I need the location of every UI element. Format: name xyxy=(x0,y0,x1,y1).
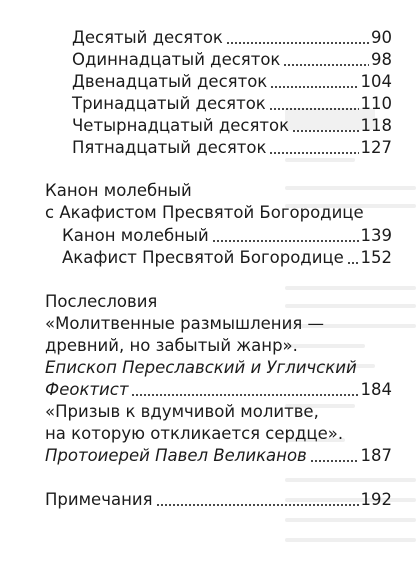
toc-entry xyxy=(72,27,392,49)
dot-leader xyxy=(269,151,358,155)
dot-leader xyxy=(310,459,359,463)
toc-entry-page: 98 xyxy=(371,50,392,69)
toc-entry-page: 152 xyxy=(360,248,392,267)
afterword-author: Протоиерей Павел Великанов xyxy=(45,446,307,465)
toc-entry-title: Тринадцатый десяток xyxy=(72,94,266,113)
toc-entry xyxy=(72,93,392,115)
toc-entry xyxy=(72,71,392,93)
dot-leader xyxy=(131,393,358,397)
toc-entry-title: Примечания xyxy=(45,490,153,509)
toc-entry-page: 127 xyxy=(360,138,392,157)
afterword-title: «Молитвенные размышления — xyxy=(45,314,324,333)
toc-entry xyxy=(72,49,392,71)
toc-entry-title: Десятый десяток xyxy=(72,28,223,47)
toc-entry xyxy=(45,445,392,467)
section-heading: с Акафистом Пресвятой Богородице xyxy=(45,203,364,222)
toc-entry xyxy=(62,247,392,269)
dot-leader xyxy=(347,261,359,265)
toc-entry-page: 90 xyxy=(371,28,392,47)
toc-entry xyxy=(72,115,392,137)
toc-entry-page: 139 xyxy=(360,226,392,245)
afterword-title: «Призыв к вдумчивой молитве, xyxy=(45,402,319,421)
toc-entry-title: Канон молебный xyxy=(62,226,209,245)
toc-entry xyxy=(72,137,392,159)
toc-entry-title: Одиннадцатый десяток xyxy=(72,50,281,69)
afterword-title: на которую откликается сердце». xyxy=(45,424,344,443)
dot-leader xyxy=(270,85,358,89)
dot-leader xyxy=(269,107,359,111)
dot-leader xyxy=(156,503,359,507)
dot-leader xyxy=(292,129,358,133)
afterword-title: древний, но забытый жанр». xyxy=(45,336,298,355)
toc-entry-title: Двенадцатый десяток xyxy=(72,72,268,91)
toc-entry xyxy=(62,225,392,247)
toc-entry-page: 118 xyxy=(360,116,392,135)
toc-entry-title: Пятнадцатый десяток xyxy=(72,138,267,157)
dot-leader xyxy=(212,239,359,243)
dot-leader xyxy=(283,63,369,67)
toc-entry xyxy=(45,489,392,511)
afterword-author: Феоктист xyxy=(45,380,129,399)
toc-entry-page: 184 xyxy=(360,380,392,399)
toc-entry-title: Акафист Пресвятой Богородице xyxy=(62,248,344,267)
section-heading: Послесловия xyxy=(45,292,158,311)
toc-entry-title: Четырнадцатый десяток xyxy=(72,116,290,135)
afterword-author: Епископ Переславский и Угличский xyxy=(45,358,357,377)
dot-leader xyxy=(226,41,369,45)
toc-entry-page: 104 xyxy=(360,72,392,91)
toc-entry-page: 192 xyxy=(360,490,392,509)
toc-entry xyxy=(45,379,392,401)
toc-entry-page: 110 xyxy=(360,94,392,113)
section-heading: Канон молебный xyxy=(45,181,192,200)
toc-entry-page: 187 xyxy=(360,446,392,465)
